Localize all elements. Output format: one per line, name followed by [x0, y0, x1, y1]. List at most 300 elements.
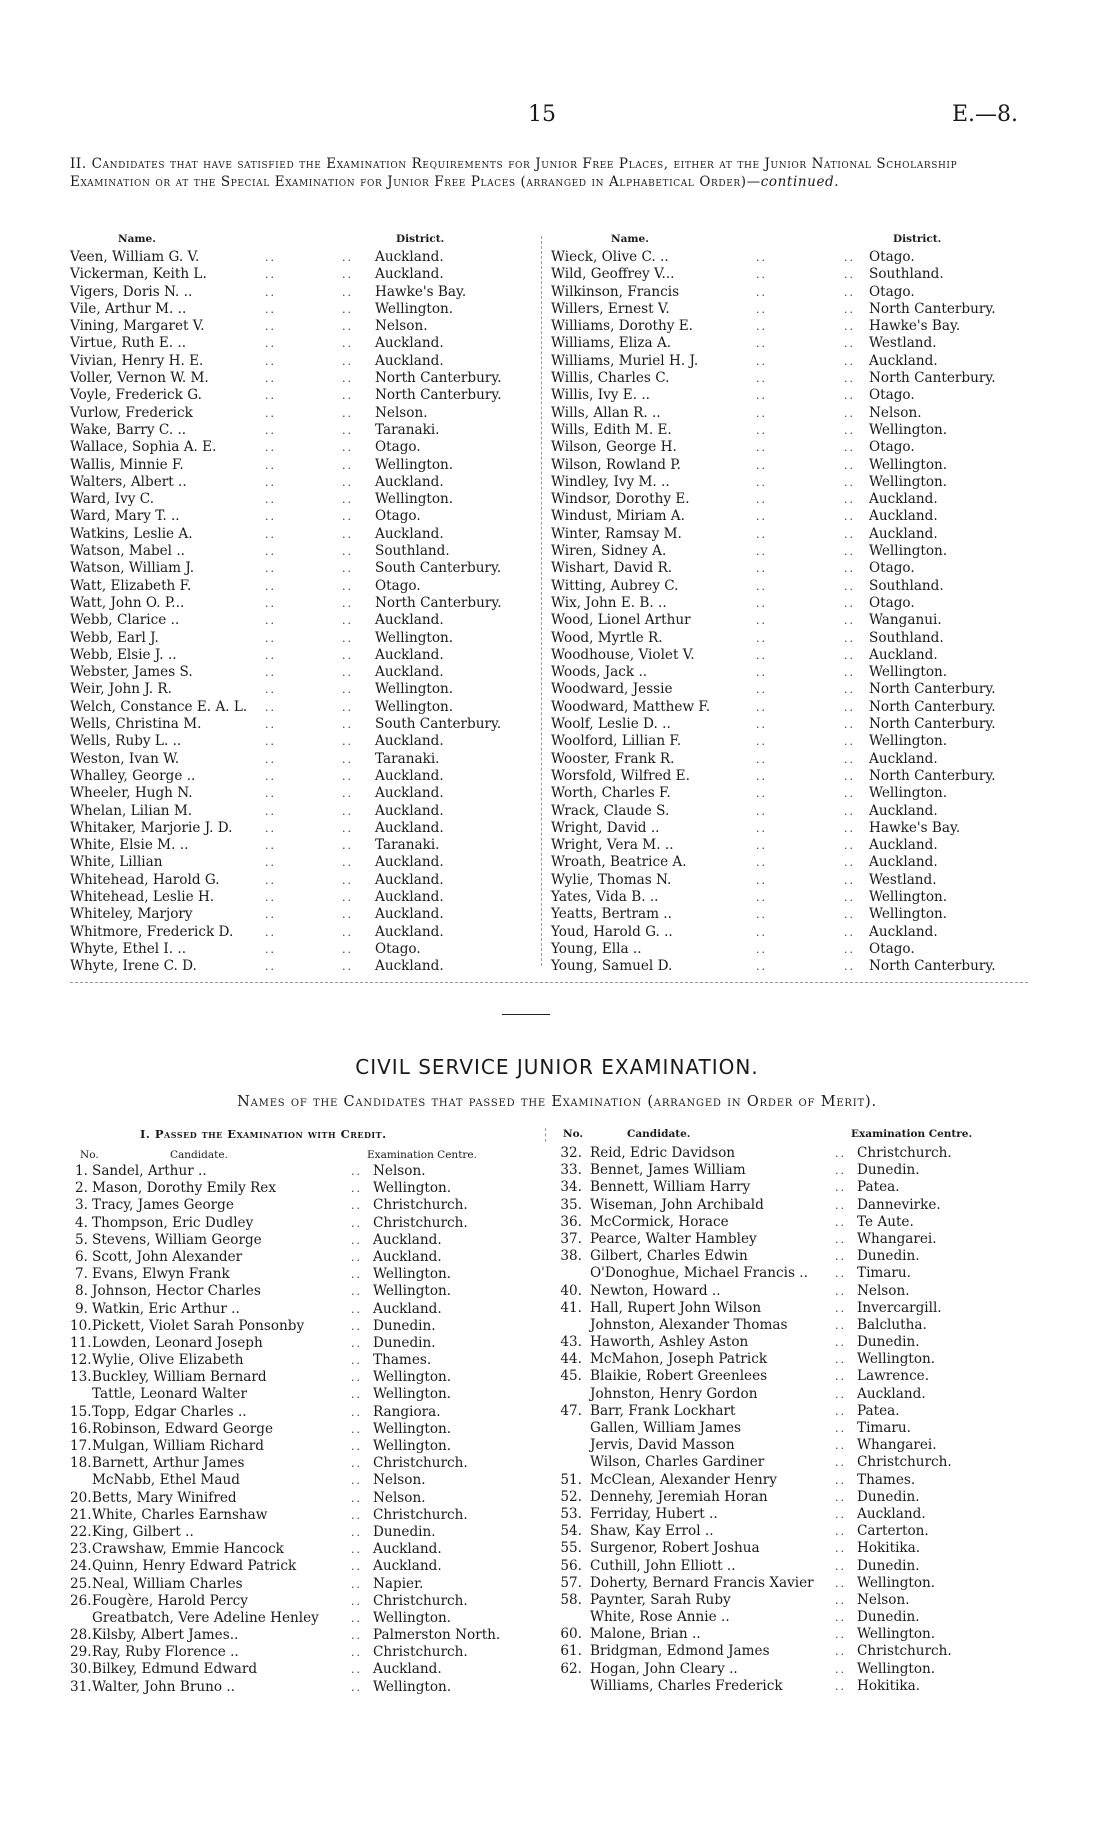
- dot-leader: ..: [835, 1232, 846, 1246]
- candidate-name: Tracy, James George: [92, 1197, 234, 1214]
- candidate-name: Wheeler, Hugh N.: [70, 785, 193, 802]
- candidate-entry: [70, 1576, 530, 1593]
- candidate-name: Mulgan, William Richard: [92, 1438, 264, 1454]
- cs-right-no-header: No.: [563, 1128, 584, 1140]
- examination-centre: Wellington.: [857, 1351, 936, 1368]
- entry-number: 32.: [560, 1145, 582, 1161]
- district: Wellington.: [375, 629, 454, 646]
- entry-number: 34.: [560, 1179, 582, 1196]
- student-entry: [70, 924, 540, 941]
- district: Nelson.: [869, 404, 922, 421]
- dot-leader: ..: [844, 320, 855, 334]
- candidate-name: Doherty, Bernard Francis Xavier: [590, 1574, 814, 1591]
- candidate-name: Veen, William G. V.: [70, 249, 200, 265]
- candidate-name: Fougère, Harold Percy: [92, 1592, 248, 1609]
- student-entry: [70, 457, 540, 474]
- dot-leader: ..: [756, 493, 767, 507]
- candidate-name: Wiseman, John Archibald: [590, 1196, 764, 1213]
- dot-leader: ..: [756, 475, 767, 489]
- dot-leader: ..: [844, 942, 855, 956]
- candidate-name: White, Elsie M. ..: [70, 837, 189, 854]
- dot-leader: ..: [844, 596, 855, 610]
- dot-leader: ..: [265, 545, 276, 559]
- dot-leader: ..: [342, 596, 353, 610]
- district: Otago.: [869, 283, 915, 300]
- student-entry: [551, 508, 1031, 525]
- candidate-name: Watkin, Eric Arthur ..: [92, 1300, 240, 1317]
- candidate-name: Winter, Ramsay M.: [551, 525, 682, 542]
- candidate-name: Wylie, Thomas N.: [551, 871, 672, 888]
- dot-leader: ..: [844, 683, 855, 697]
- dot-leader: ..: [844, 873, 855, 887]
- candidate-name: White, Lillian: [70, 854, 163, 871]
- examination-centre: Auckland.: [373, 1661, 442, 1678]
- dot-leader: ..: [351, 1182, 362, 1196]
- district: North Canterbury.: [869, 716, 996, 733]
- district: Taranaki.: [375, 837, 440, 854]
- candidate-name: Woolf, Leslie D. ..: [551, 716, 671, 733]
- right-column-header: [551, 233, 1031, 249]
- dot-leader: ..: [342, 804, 353, 818]
- dot-leader: ..: [844, 354, 855, 368]
- student-entry: [70, 560, 540, 577]
- examination-centre: Carterton.: [857, 1523, 929, 1540]
- student-entry: [70, 301, 540, 318]
- examination-centre: Wellington.: [373, 1283, 452, 1300]
- district: Auckland.: [375, 473, 444, 490]
- candidate-entry: [70, 1215, 530, 1232]
- entry-number: 20.: [70, 1489, 92, 1506]
- district: Otago.: [375, 940, 421, 957]
- candidate-name: Voyle, Frederick G.: [70, 387, 202, 404]
- dot-leader: ..: [756, 648, 767, 662]
- examination-centre: Wellington.: [373, 1438, 452, 1454]
- candidate-name: Thompson, Eric Dudley: [92, 1214, 254, 1231]
- candidate-name: Young, Ella ..: [551, 940, 642, 957]
- candidate-name: Crawshaw, Emmie Hancock: [92, 1541, 284, 1558]
- candidate-name: Woodhouse, Violet V.: [551, 646, 695, 663]
- dot-leader: ..: [844, 493, 855, 507]
- student-entry: [551, 854, 1031, 871]
- entry-number: 29.: [70, 1644, 92, 1661]
- student-entry: [70, 318, 540, 335]
- dot-leader: ..: [844, 631, 855, 645]
- candidate-name: Topp, Edgar Charles ..: [92, 1403, 247, 1420]
- district: Hawke's Bay.: [375, 283, 467, 300]
- dot-leader: ..: [342, 769, 353, 783]
- student-entry: [70, 422, 540, 439]
- dot-leader: ..: [265, 596, 276, 610]
- dot-leader: ..: [835, 1215, 846, 1229]
- district: Wellington.: [869, 456, 948, 473]
- dot-leader: ..: [844, 769, 855, 783]
- dot-leader: ..: [844, 389, 855, 403]
- dot-leader: ..: [265, 804, 276, 818]
- dot-leader: ..: [756, 545, 767, 559]
- candidate-name: Wrack, Claude S.: [551, 802, 670, 819]
- examination-centre: Dunedin.: [373, 1523, 436, 1540]
- candidate-name: Whiteley, Marjory: [70, 906, 193, 923]
- dot-leader: ..: [844, 268, 855, 282]
- entry-number: 5.: [75, 1231, 88, 1248]
- dot-leader: ..: [756, 925, 767, 939]
- entry-number: 62.: [560, 1660, 582, 1677]
- candidate-name: Windley, Ivy M. ..: [551, 473, 670, 490]
- entry-number: 60.: [560, 1626, 582, 1643]
- entry-number: 51.: [560, 1471, 582, 1488]
- dot-leader: ..: [351, 1285, 362, 1299]
- candidate-name: Vickerman, Keith L.: [70, 266, 207, 283]
- district: North Canterbury.: [375, 387, 502, 404]
- district: Auckland.: [869, 491, 938, 508]
- dot-leader: ..: [756, 562, 767, 576]
- dot-leader: ..: [844, 752, 855, 766]
- student-entry: [70, 768, 540, 785]
- district: Auckland.: [375, 888, 444, 905]
- candidate-name: McClean, Alexander Henry: [590, 1471, 777, 1488]
- candidate-name: Bennet, James William: [590, 1162, 746, 1179]
- dot-leader: ..: [844, 302, 855, 316]
- district: Wellington.: [869, 888, 948, 905]
- examination-centre: Te Aute.: [857, 1213, 914, 1230]
- entry-number: 4.: [75, 1214, 88, 1231]
- candidate-entry: [70, 1524, 530, 1541]
- dot-leader: ..: [265, 493, 276, 507]
- district: Nelson.: [375, 404, 428, 421]
- right-entries: [551, 249, 1031, 975]
- student-entry: [551, 612, 1031, 629]
- dot-leader: ..: [265, 372, 276, 386]
- dot-leader: ..: [756, 683, 767, 697]
- candidate-name: Wallace, Sophia A. E.: [70, 439, 217, 456]
- candidate-entry: [552, 1592, 1032, 1609]
- district: Auckland.: [375, 819, 444, 836]
- district: Wellington.: [869, 785, 948, 802]
- candidate-entry: [70, 1644, 530, 1661]
- entry-number: 40.: [560, 1282, 582, 1299]
- candidate-entry: [552, 1317, 1032, 1334]
- candidate-name: Whyte, Irene C. D.: [70, 958, 197, 975]
- dot-leader: ..: [351, 1457, 362, 1471]
- district: Wellington.: [375, 300, 454, 317]
- dot-leader: ..: [844, 337, 855, 351]
- candidate-name: Williams, Eliza A.: [551, 335, 672, 352]
- candidate-name: Dennehy, Jeremiah Horan: [590, 1488, 768, 1505]
- candidate-name: Lowden, Leonard Joseph: [92, 1334, 263, 1351]
- district: Auckland.: [869, 837, 938, 854]
- dot-leader: ..: [835, 1387, 846, 1401]
- student-entry: [70, 405, 540, 422]
- candidate-name: Wills, Edith M. E.: [551, 421, 672, 438]
- examination-centre: Dunedin.: [373, 1334, 436, 1351]
- student-entry: [70, 284, 540, 301]
- district: North Canterbury.: [869, 370, 996, 387]
- candidate-name: Vivian, Henry H. E.: [70, 352, 204, 369]
- entry-number: 17.: [70, 1438, 92, 1454]
- dot-leader: ..: [342, 752, 353, 766]
- candidate-name: Willis, Ivy E. ..: [551, 387, 650, 404]
- candidate-name: Gallen, William James: [590, 1420, 742, 1436]
- dot-leader: ..: [342, 268, 353, 282]
- student-entry: [551, 906, 1031, 923]
- candidate-name: Young, Samuel D.: [551, 958, 673, 975]
- candidate-entry: [70, 1163, 530, 1180]
- dot-leader: ..: [265, 527, 276, 541]
- district: South Canterbury.: [375, 716, 502, 733]
- cs-column-divider: [545, 1128, 546, 1142]
- district: Otago.: [375, 439, 421, 456]
- candidate-entry: [552, 1454, 1032, 1471]
- candidate-entry: [70, 1386, 530, 1403]
- dot-leader: ..: [756, 700, 767, 714]
- candidate-name: Vurlow, Frederick: [70, 404, 193, 421]
- entry-number: 44.: [560, 1351, 582, 1368]
- candidate-name: Whalley, George ..: [70, 767, 196, 784]
- student-entry: [70, 266, 540, 283]
- candidate-name: Watt, John O. P...: [70, 594, 185, 611]
- cs-left-centre-header: Examination Centre.: [367, 1149, 477, 1161]
- candidate-entry: [552, 1489, 1032, 1506]
- dot-leader: ..: [844, 890, 855, 904]
- student-entry: [551, 716, 1031, 733]
- district: North Canterbury.: [375, 370, 502, 387]
- dot-leader: ..: [265, 752, 276, 766]
- dot-leader: ..: [342, 718, 353, 732]
- dot-leader: ..: [756, 890, 767, 904]
- dot-leader: ..: [265, 406, 276, 420]
- dot-leader: ..: [835, 1507, 846, 1521]
- student-entry: [70, 889, 540, 906]
- candidate-name: McMahon, Joseph Patrick: [590, 1351, 768, 1368]
- candidate-entry: [552, 1678, 1032, 1695]
- candidate-entry: [70, 1180, 530, 1197]
- entry-number: 54.: [560, 1523, 582, 1540]
- dot-leader: ..: [351, 1491, 362, 1505]
- candidate-name: Wells, Ruby L. ..: [70, 733, 182, 750]
- entry-number: 55.: [560, 1540, 582, 1557]
- student-entry: [551, 491, 1031, 508]
- dot-leader: ..: [342, 839, 353, 853]
- examination-centre: Wellington.: [373, 1420, 452, 1437]
- dot-leader: ..: [342, 562, 353, 576]
- candidate-name: Williams, Dorothy E.: [551, 318, 693, 335]
- dot-leader: ..: [756, 942, 767, 956]
- candidate-name: Scott, John Alexander: [92, 1248, 243, 1265]
- student-entry: [70, 803, 540, 820]
- examination-centre: Nelson.: [373, 1489, 426, 1506]
- district: Wanganui.: [869, 612, 942, 629]
- candidate-entry: [70, 1421, 530, 1438]
- student-entry: [70, 647, 540, 664]
- page-number: 15: [528, 102, 556, 127]
- dot-leader: ..: [265, 821, 276, 835]
- candidate-name: Walter, John Bruno ..: [92, 1678, 236, 1695]
- dot-leader: ..: [844, 579, 855, 593]
- dot-leader: ..: [342, 666, 353, 680]
- dot-leader: ..: [844, 475, 855, 489]
- district: Auckland.: [375, 335, 444, 352]
- dot-leader: ..: [835, 1645, 846, 1659]
- dot-leader: ..: [756, 285, 767, 299]
- district: Southland.: [869, 266, 944, 283]
- student-entry: [70, 854, 540, 871]
- examination-centre: Christchurch.: [857, 1643, 952, 1660]
- candidate-name: Wix, John E. B. ..: [551, 594, 667, 611]
- student-entry: [551, 872, 1031, 889]
- district: Auckland.: [869, 854, 938, 871]
- dot-leader: ..: [265, 251, 276, 264]
- dot-leader: ..: [835, 1611, 846, 1625]
- candidate-name: Johnson, Hector Charles: [92, 1283, 261, 1300]
- dot-leader: ..: [835, 1198, 846, 1212]
- candidate-name: Johnston, Henry Gordon: [590, 1385, 758, 1402]
- district: Auckland.: [375, 871, 444, 888]
- district: Auckland.: [375, 802, 444, 819]
- candidate-entry: [552, 1300, 1032, 1317]
- district: Hawke's Bay.: [869, 819, 961, 836]
- examination-centre: Dunedin.: [857, 1162, 920, 1179]
- dot-leader: ..: [265, 579, 276, 593]
- student-entry: [551, 699, 1031, 716]
- dot-leader: ..: [835, 1679, 846, 1693]
- dot-leader: ..: [756, 614, 767, 628]
- dot-leader: ..: [756, 752, 767, 766]
- examination-centre: Dunedin.: [373, 1317, 436, 1334]
- district: Southland.: [869, 577, 944, 594]
- student-entry: [551, 543, 1031, 560]
- candidate-entry: [70, 1283, 530, 1300]
- student-entry: [70, 681, 540, 698]
- examination-centre: Auckland.: [857, 1505, 926, 1522]
- student-entry: [551, 353, 1031, 370]
- entry-number: 13.: [70, 1369, 92, 1386]
- candidate-name: Webster, James S.: [70, 664, 193, 681]
- student-entry: [551, 768, 1031, 785]
- candidate-name: Worth, Charles F.: [551, 785, 671, 802]
- dot-leader: ..: [342, 821, 353, 835]
- candidate-name: Whitehead, Leslie H.: [70, 888, 215, 905]
- examination-centre: Whangarei.: [857, 1437, 937, 1454]
- dot-leader: ..: [265, 389, 276, 403]
- dot-leader: ..: [835, 1422, 846, 1435]
- candidate-entry: [70, 1369, 530, 1386]
- candidate-name: Whelan, Lilian M.: [70, 802, 193, 819]
- dot-leader: ..: [835, 1490, 846, 1504]
- examination-centre: Christchurch.: [373, 1455, 468, 1472]
- left-name-header: Name.: [118, 233, 156, 245]
- dot-leader: ..: [265, 285, 276, 299]
- dot-leader: ..: [351, 1663, 362, 1677]
- candidate-name: Ward, Ivy C.: [70, 491, 155, 508]
- candidate-name: Williams, Charles Frederick: [590, 1677, 783, 1694]
- dot-leader: ..: [351, 1233, 362, 1247]
- dot-leader: ..: [756, 406, 767, 420]
- district: Otago.: [869, 940, 915, 957]
- entry-number: 43.: [560, 1334, 582, 1351]
- examination-centre: Timaru.: [857, 1420, 911, 1436]
- candidate-name: Watt, Elizabeth F.: [70, 577, 192, 594]
- dot-leader: ..: [351, 1388, 362, 1402]
- dot-leader: ..: [265, 942, 276, 956]
- candidate-name: Ward, Mary T. ..: [70, 508, 180, 525]
- examination-centre: Thames.: [857, 1471, 916, 1488]
- entry-number: 56.: [560, 1557, 582, 1574]
- dot-leader: ..: [756, 787, 767, 801]
- candidate-name: Neal, William Charles: [92, 1575, 243, 1592]
- examination-centre: Lawrence.: [857, 1368, 930, 1385]
- candidate-name: Whitaker, Marjorie J. D.: [70, 819, 233, 836]
- entry-number: 41.: [560, 1299, 582, 1316]
- entry-number: 25.: [70, 1575, 92, 1592]
- candidate-name: McNabb, Ethel Maud: [92, 1472, 240, 1489]
- dot-leader: ..: [835, 1456, 846, 1470]
- candidate-name: Ray, Ruby Florence ..: [92, 1644, 239, 1661]
- entry-number: 53.: [560, 1505, 582, 1522]
- examination-centre: Dunedin.: [857, 1609, 920, 1626]
- candidate-entry: [552, 1643, 1032, 1660]
- student-entry: [551, 439, 1031, 456]
- candidate-name: Weston, Ivan W.: [70, 750, 180, 767]
- district: Auckland.: [375, 906, 444, 923]
- candidate-entry: [70, 1301, 530, 1318]
- district: Westland.: [869, 335, 937, 352]
- student-entry: [70, 699, 540, 716]
- district: Auckland.: [375, 785, 444, 802]
- district: Southland.: [375, 543, 450, 560]
- candidate-name: Barnett, Arthur James: [92, 1455, 245, 1472]
- examination-centre: Christchurch.: [857, 1145, 952, 1161]
- entry-number: 2.: [75, 1180, 88, 1197]
- candidate-entry: [70, 1507, 530, 1524]
- student-entry: [70, 578, 540, 595]
- candidate-entry: [552, 1386, 1032, 1403]
- district: Auckland.: [869, 923, 938, 940]
- dot-leader: ..: [342, 787, 353, 801]
- dot-leader: ..: [835, 1267, 846, 1281]
- district: Auckland.: [869, 802, 938, 819]
- dot-leader: ..: [351, 1165, 362, 1178]
- candidate-name: Youd, Harold G. ..: [551, 923, 673, 940]
- student-entry: [70, 664, 540, 681]
- district: Otago.: [375, 577, 421, 594]
- dot-leader: ..: [342, 251, 353, 264]
- candidate-name: Newton, Howard ..: [590, 1282, 721, 1299]
- dot-leader: ..: [844, 718, 855, 732]
- dot-leader: ..: [342, 354, 353, 368]
- dot-leader: ..: [342, 942, 353, 956]
- district: North Canterbury.: [869, 958, 996, 975]
- candidate-name: Webb, Earl J.: [70, 629, 159, 646]
- candidate-entry: [552, 1214, 1032, 1231]
- dot-leader: ..: [844, 458, 855, 472]
- student-entry: [551, 457, 1031, 474]
- district: North Canterbury.: [869, 300, 996, 317]
- dot-leader: ..: [756, 718, 767, 732]
- district: Auckland.: [375, 958, 444, 975]
- candidate-name: Wake, Barry C. ..: [70, 421, 187, 438]
- candidate-name: Wiren, Sidney A.: [551, 543, 667, 560]
- dot-leader: ..: [835, 1559, 846, 1573]
- candidate-name: Welch, Constance E. A. L.: [70, 698, 248, 715]
- candidate-name: Cuthill, John Elliott ..: [590, 1557, 736, 1574]
- candidate-entry: [70, 1438, 530, 1455]
- candidate-name: Wilkinson, Francis: [551, 283, 680, 300]
- candidate-entry: [70, 1558, 530, 1575]
- examination-centre: Nelson.: [857, 1591, 910, 1608]
- district: Auckland.: [375, 249, 444, 265]
- district: Auckland.: [375, 525, 444, 542]
- dot-leader: ..: [756, 302, 767, 316]
